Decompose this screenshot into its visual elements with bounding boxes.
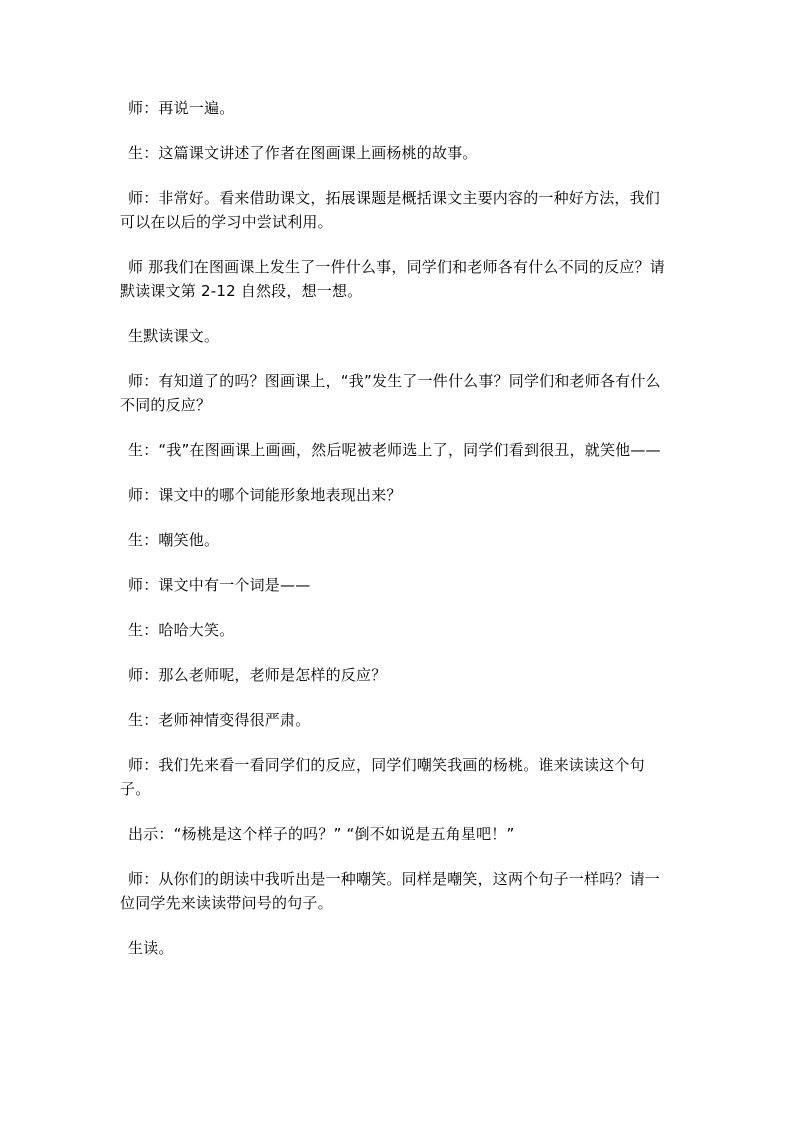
paragraph: 生：哈哈大笑。 [128, 621, 235, 639]
paragraph: 师：再说一遍。 [128, 99, 235, 117]
paragraph: 生：这篇课文讲述了作者在图画课上画杨桃的故事。 [128, 144, 478, 162]
paragraph: 师：课文中的哪个词能形象地表现出来？ [128, 486, 402, 504]
paragraph: 生读。 [128, 939, 174, 957]
paragraph: 师 那我们在图画课上发生了一件什么事，同学们和老师各有什么不同的反应？请默读课文第 2-12 自然段，想一想。 [120, 258, 665, 300]
paragraph: 师：非常好。看来借助课文，拓展课题是概括课文主要内容的一种好方法，我们可以在以后的学习中尝试利用。 [120, 189, 661, 231]
paragraph: 生默读课文。 [128, 327, 220, 345]
paragraph: 师：有知道了的吗？图画课上，“我”发生了一件什么事？同学们和老师各有什么不同的反应？ [120, 372, 661, 414]
paragraph: 生：“我”在图画课上画画，然后呢被老师选上了，同学们看到很丑，就笑他—— [128, 441, 661, 459]
lesson-transcript [120, 96, 675, 981]
paragraph: 生：嘲笑他。 [128, 531, 220, 549]
paragraph: 师：课文中有一个词是—— [128, 576, 311, 594]
paragraph: 师：那么老师呢，老师是怎样的反应？ [128, 666, 387, 684]
paragraph: 师：从你们的朗读中我听出是一种嘲笑。同样是嘲笑，这两个句子一样吗？请一位同学先来读读带问号的句子。 [120, 870, 661, 912]
paragraph: 生：老师神情变得很严肃。 [128, 711, 311, 729]
paragraph: 师：我们先来看一看同学们的反应，同学们嘲笑我画的杨桃。谁来读读这个句子。 [120, 756, 645, 798]
paragraph: 出示：“杨桃是这个样子的吗？” “倒不如说是五角星吧！” [128, 825, 515, 843]
